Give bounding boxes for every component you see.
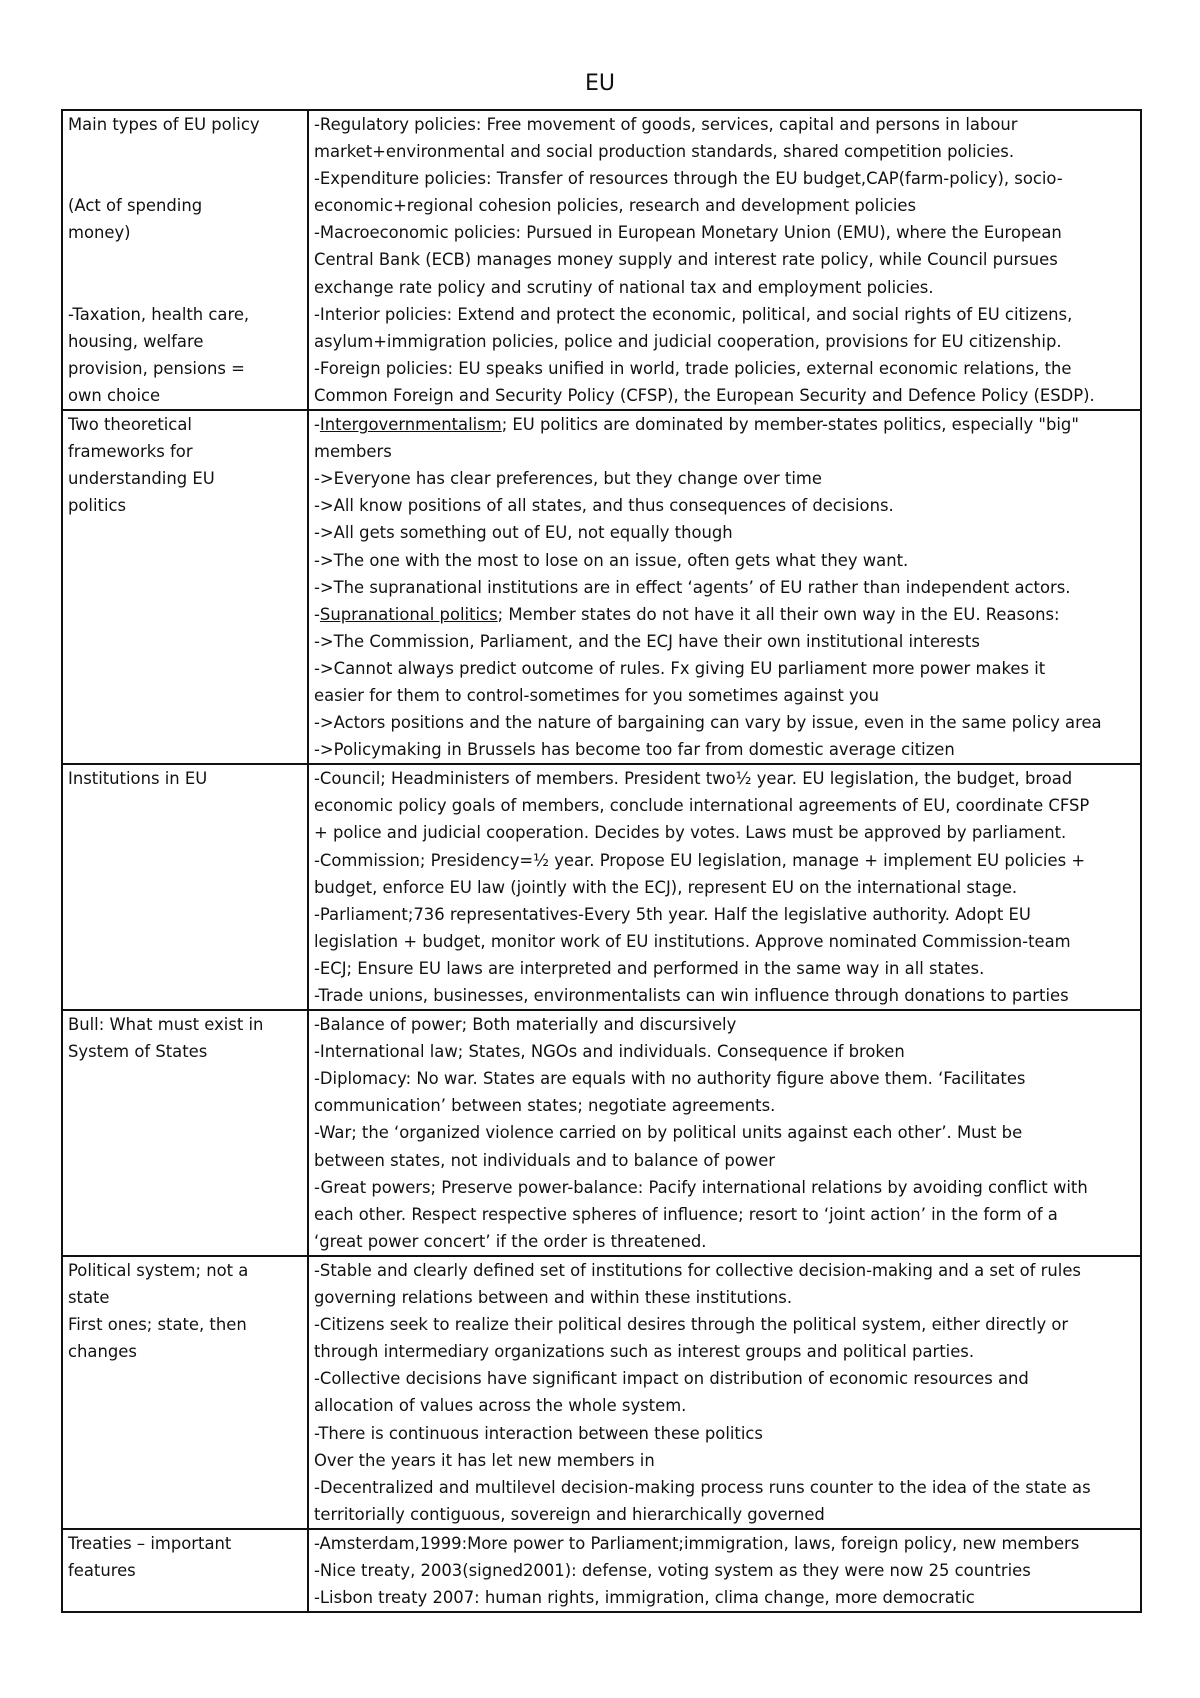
topic-cell: Political system; not a state First ones; state, then changes: [62, 1256, 308, 1529]
note-line: ->Actors positions and the nature of bargaining can vary by issue, even in the same policy area: [314, 713, 1102, 733]
note-line: -Nice treaty, 2003(signed2001): defense, voting system as they were now 25 countries: [314, 1560, 1031, 1580]
table-row-political-system: [62, 1256, 1141, 1529]
note-line: -Decentralized and multilevel decision-making process runs counter to the idea of the state as: [314, 1477, 1091, 1497]
note-line: each other. Respect respective spheres of influence; resort to ‘joint action’ in the form of a: [314, 1204, 1058, 1224]
notes-cell: [308, 110, 1141, 410]
note-line: ->The one with the most to lose on an issue, often gets what they want.: [314, 550, 909, 570]
note-line: communication’ between states; negotiate agreements.: [314, 1096, 776, 1116]
note-line: -Parliament;736 representatives-Every 5th year. Half the legislative authority. Adopt EU: [314, 904, 1031, 924]
note-line: ‘great power concert’ if the order is threatened.: [314, 1231, 707, 1251]
note-line: ->Everyone has clear preferences, but they change over time: [314, 469, 822, 489]
note-line: -Balance of power; Both materially and discursively: [314, 1015, 737, 1035]
note-line: governing relations between and within these institutions.: [314, 1288, 793, 1308]
note-line: -There is continuous interaction between these politics: [314, 1423, 763, 1443]
note-line: economic policy goals of members, conclude international agreements of EU, coordinate CFSP: [314, 796, 1090, 816]
topic-cell: Bull: What must exist in System of States: [62, 1010, 308, 1256]
note-line: easier for them to control-sometimes for you sometimes against you: [314, 685, 880, 705]
note-line: -Regulatory policies: Free movement of goods, services, capital and persons in labour: [314, 115, 1018, 134]
note-line: ->Policymaking in Brussels has become too far from domestic average citizen: [314, 740, 955, 760]
note-line: -Expenditure policies: Transfer of resources through the EU budget,CAP(farm-policy), socio-: [314, 169, 1063, 189]
topic-cell: Treaties – important features: [62, 1529, 308, 1612]
note-line: -War; the ‘organized violence carried on by political units against each other’. Must be: [314, 1123, 1023, 1143]
note-line: -International law; States, NGOs and individuals. Consequence if broken: [314, 1042, 905, 1062]
note-line: economic+regional cohesion policies, research and development policies: [314, 196, 917, 216]
note-line: -Council; Headministers of members. President two½ year. EU legislation, the budget, broad: [314, 769, 1073, 789]
supranational-politics-term: Supranational politics: [319, 604, 498, 624]
note-line: -Supranational politics; Member states do not have it all their own way in the EU. Reasons:: [314, 604, 1060, 624]
note-line: ->The Commission, Parliament, and the ECJ have their own institutional interests: [314, 631, 980, 651]
notes-cell: [308, 1010, 1141, 1256]
note-line: -ECJ; Ensure EU laws are interpreted and performed in the same way in all states.: [314, 958, 985, 978]
notes-table: [61, 109, 1142, 1613]
note-line: through intermediary organizations such as interest groups and political parties.: [314, 1342, 975, 1362]
note-line: exchange rate policy and scrutiny of national tax and employment policies.: [314, 277, 934, 297]
note-line: + police and judicial cooperation. Decides by votes. Laws must be approved by parliament.: [314, 823, 1067, 843]
note-line: -Amsterdam,1999:More power to Parliament;immigration, laws, foreign policy, new members: [314, 1533, 1080, 1553]
note-line: Common Foreign and Security Policy (CFSP), the European Security and Defence Policy (ESDP).: [314, 385, 1095, 405]
note-line: -Collective decisions have significant impact on distribution of economic resources and: [314, 1369, 1029, 1389]
table-row-frameworks: [62, 410, 1141, 764]
note-text: ; EU politics are dominated by member-states politics, especially "big": [501, 415, 1079, 435]
note-line: -Macroeconomic policies: Pursued in European Monetary Union (EMU), where the European: [314, 223, 1062, 243]
note-line: between states, not individuals and to balance of power: [314, 1150, 776, 1170]
note-line: Over the years it has let new members in: [314, 1450, 655, 1470]
topic-cell: Two theoretical frameworks for understanding EU politics: [62, 410, 308, 764]
page-title: EU: [584, 71, 615, 96]
note-line: -Trade unions, businesses, environmentalists can win influence through donations to parties: [314, 986, 1069, 1005]
notes-cell: [308, 1256, 1141, 1529]
note-line: members: [314, 442, 392, 462]
table-row-policy-types: [62, 110, 1141, 410]
note-text: ; Member states do not have it all their own way in the EU. Reasons:: [497, 604, 1060, 624]
note-line: allocation of values across the whole system.: [314, 1396, 687, 1416]
note-line: Central Bank (ECB) manages money supply and interest rate policy, while Council pursues: [314, 250, 1058, 270]
note-line: territorially contiguous, sovereign and hierarchically governed: [314, 1504, 825, 1524]
intergovernmentalism-term: Intergovernmentalism: [319, 415, 502, 435]
note-line: budget, enforce EU law (jointly with the ECJ), represent EU on the international stage.: [314, 877, 1018, 897]
topic-cell: Institutions in EU: [62, 764, 308, 1010]
table-row-bull: [62, 1010, 1141, 1256]
note-line: -Great powers; Preserve power-balance: Pacify international relations by avoiding conflict with: [314, 1177, 1088, 1197]
note-line: -Interior policies: Extend and protect the economic, political, and social rights of EU citizens,: [314, 304, 1073, 324]
note-line: market+environmental and social production standards, shared competition policies.: [314, 142, 1015, 162]
table-row-treaties: [62, 1529, 1141, 1612]
note-line: -Stable and clearly defined set of institutions for collective decision-making and a set of rules: [314, 1260, 1081, 1280]
note-line: ->The supranational institutions are in effect ‘agents’ of EU rather than independent actors.: [314, 577, 1071, 597]
note-line: -Lisbon treaty 2007: human rights, immigration, clima change, more democratic: [314, 1588, 975, 1608]
note-line: ->All know positions of all states, and thus consequences of decisions.: [314, 496, 894, 516]
notes-cell: [308, 410, 1141, 764]
note-line: asylum+immigration policies, police and judicial cooperation, provisions for EU citizenship.: [314, 331, 1062, 351]
note-line: ->All gets something out of EU, not equally though: [314, 523, 733, 543]
note-line: -Citizens seek to realize their political desires through the political system, either directly or: [314, 1315, 1069, 1335]
note-line: -Diplomacy: No war. States are equals with no authority figure above them. ‘Facilitates: [314, 1069, 1026, 1089]
notes-cell: [308, 764, 1141, 1010]
note-line: legislation + budget, monitor work of EU institutions. Approve nominated Commission-team: [314, 931, 1071, 951]
note-line: -Foreign policies: EU speaks unified in world, trade policies, external economic relations, the: [314, 358, 1072, 378]
table-row-institutions: [62, 764, 1141, 1010]
note-line: -Intergovernmentalism; EU politics are dominated by member-states politics, especially "big": [314, 415, 1079, 435]
notes-cell: [308, 1529, 1141, 1612]
note-line: ->Cannot always predict outcome of rules. Fx giving EU parliament more power makes it: [314, 658, 1046, 678]
note-line: -Commission; Presidency=½ year. Propose EU legislation, manage + implement EU policies +: [314, 850, 1086, 870]
topic-cell: Main types of EU policy (Act of spending money) -Taxation, health care, housing, welfare provision, pensions = own choice: [62, 110, 308, 410]
